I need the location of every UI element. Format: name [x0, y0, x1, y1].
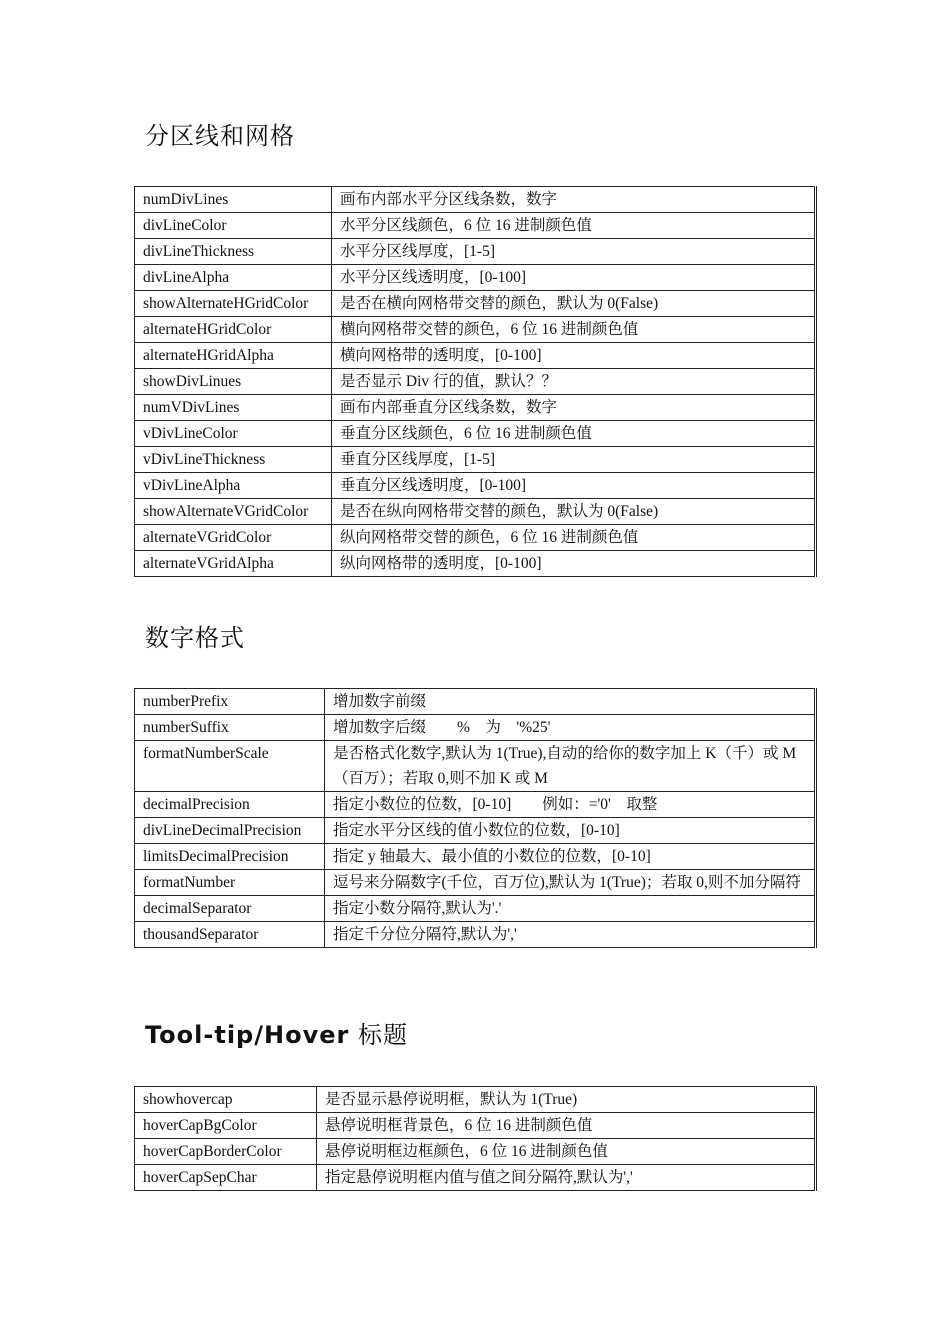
param-desc-cell: 垂直分区线透明度，[0-100] [332, 473, 816, 499]
param-desc-cell: 水平分区线颜色，6 位 16 进制颜色值 [332, 213, 816, 239]
param-desc-cell: 纵向网格带交替的颜色，6 位 16 进制颜色值 [332, 525, 816, 551]
table-row [135, 792, 816, 818]
param-desc-cell: 逗号来分隔数字(千位，百万位),默认为 1(True)；若取 0,则不加分隔符 [325, 870, 816, 896]
param-name-cell: numberSuffix [135, 715, 325, 741]
param-name-cell: decimalPrecision [135, 792, 325, 818]
param-name-cell: divLineAlpha [135, 265, 332, 291]
param-name-cell: formatNumberScale [135, 741, 325, 792]
param-desc-cell: 是否显示 Div 行的值，默认？？ [332, 369, 816, 395]
section-title-tooltip-latin: Tool-tip/Hover [145, 1021, 350, 1049]
table-row [135, 818, 816, 844]
table-row [135, 922, 816, 948]
table-row [135, 395, 816, 421]
param-name-cell: showAlternateVGridColor [135, 499, 332, 525]
param-name-cell: showDivLinues [135, 369, 332, 395]
table-row [135, 447, 816, 473]
param-desc-cell: 是否在横向网格带交替的颜色，默认为 0(False) [332, 291, 816, 317]
param-desc-cell: 增加数字前缀 [325, 689, 816, 715]
param-name-cell: decimalSeparator [135, 896, 325, 922]
param-desc-cell: 是否格式化数字,默认为 1(True),自动的给你的数字加上 K（千）或 M（百万）；若取 0,则不加 K 或 M [325, 741, 816, 792]
param-name-cell: numVDivLines [135, 395, 332, 421]
section-title-tooltip-cjk: 标题 [349, 1021, 408, 1049]
param-name-cell: numDivLines [135, 187, 332, 213]
param-name-cell: showAlternateHGridColor [135, 291, 332, 317]
param-name-cell: alternateVGridAlpha [135, 551, 332, 577]
table-row [135, 213, 816, 239]
param-name-cell: showhovercap [135, 1087, 317, 1113]
table-row [135, 1139, 816, 1165]
table-row [135, 870, 816, 896]
param-desc-cell: 横向网格带的透明度，[0-100] [332, 343, 816, 369]
param-desc-cell: 横向网格带交替的颜色，6 位 16 进制颜色值 [332, 317, 816, 343]
table-row [135, 1113, 816, 1139]
param-name-cell: limitsDecimalPrecision [135, 844, 325, 870]
table-row [135, 239, 816, 265]
table-row [135, 369, 816, 395]
param-name-cell: alternateVGridColor [135, 525, 332, 551]
param-name-cell: divLineDecimalPrecision [135, 818, 325, 844]
table-row [135, 689, 816, 715]
table-row [135, 421, 816, 447]
param-desc-cell: 画布内部水平分区线条数，数字 [332, 187, 816, 213]
table-row [135, 265, 816, 291]
param-name-cell: hoverCapSepChar [135, 1165, 317, 1191]
param-desc-cell: 增加数字后缀 % 为 '%25' [325, 715, 816, 741]
param-desc-cell: 指定 y 轴最大、最小值的小数位的位数，[0-10] [325, 844, 816, 870]
param-name-cell: hoverCapBorderColor [135, 1139, 317, 1165]
param-name-cell: numberPrefix [135, 689, 325, 715]
table-row [135, 343, 816, 369]
param-desc-cell: 画布内部垂直分区线条数，数字 [332, 395, 816, 421]
param-name-cell: thousandSeparator [135, 922, 325, 948]
param-desc-cell: 垂直分区线颜色，6 位 16 进制颜色值 [332, 421, 816, 447]
table-row [135, 525, 816, 551]
number-format-params-table [134, 688, 817, 948]
param-desc-cell: 垂直分区线厚度，[1-5] [332, 447, 816, 473]
param-name-cell: divLineColor [135, 213, 332, 239]
param-name-cell: alternateHGridAlpha [135, 343, 332, 369]
table-row [135, 473, 816, 499]
param-desc-cell: 水平分区线透明度，[0-100] [332, 265, 816, 291]
param-desc-cell: 指定千分位分隔符,默认为',' [325, 922, 816, 948]
table-row [135, 499, 816, 525]
table-row [135, 1087, 816, 1113]
table-row [135, 551, 816, 577]
param-name-cell: alternateHGridColor [135, 317, 332, 343]
section-title-grid: 分区线和网格 [145, 122, 295, 150]
param-desc-cell: 悬停说明框背景色，6 位 16 进制颜色值 [317, 1113, 816, 1139]
param-desc-cell: 水平分区线厚度，[1-5] [332, 239, 816, 265]
param-desc-cell: 纵向网格带的透明度，[0-100] [332, 551, 816, 577]
tooltip-params-table [134, 1086, 817, 1191]
param-desc-cell: 指定小数分隔符,默认为'.' [325, 896, 816, 922]
table-row [135, 1165, 816, 1191]
section-title-number-format: 数字格式 [145, 624, 245, 652]
section-title-tooltip [145, 1015, 408, 1050]
param-desc-cell: 指定水平分区线的值小数位的位数，[0-10] [325, 818, 816, 844]
param-name-cell: vDivLineAlpha [135, 473, 332, 499]
param-desc-cell: 是否在纵向网格带交替的颜色，默认为 0(False) [332, 499, 816, 525]
table-row [135, 291, 816, 317]
param-desc-cell: 悬停说明框边框颜色，6 位 16 进制颜色值 [317, 1139, 816, 1165]
table-row [135, 741, 816, 792]
param-name-cell: vDivLineThickness [135, 447, 332, 473]
param-name-cell: formatNumber [135, 870, 325, 896]
param-desc-cell: 指定小数位的位数，[0-10] 例如：='0' 取整 [325, 792, 816, 818]
table-row [135, 844, 816, 870]
table-row [135, 896, 816, 922]
param-name-cell: divLineThickness [135, 239, 332, 265]
param-desc-cell: 是否显示悬停说明框，默认为 1(True) [317, 1087, 816, 1113]
table-row [135, 317, 816, 343]
grid-params-table [134, 186, 817, 577]
param-desc-cell: 指定悬停说明框内值与值之间分隔符,默认为',' [317, 1165, 816, 1191]
table-row [135, 715, 816, 741]
param-name-cell: hoverCapBgColor [135, 1113, 317, 1139]
table-row [135, 187, 816, 213]
param-name-cell: vDivLineColor [135, 421, 332, 447]
